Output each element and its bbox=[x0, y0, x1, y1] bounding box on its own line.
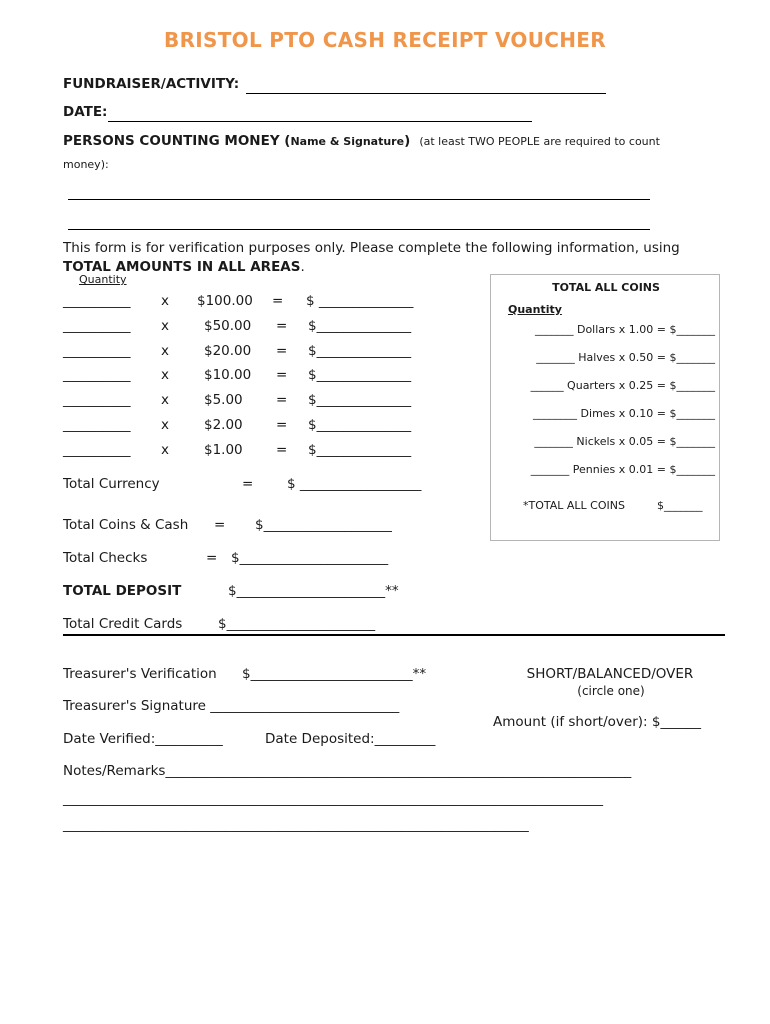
counter-signature-line-2[interactable] bbox=[68, 229, 650, 230]
quantity-header: Quantity bbox=[79, 273, 127, 286]
coin-row[interactable]: _______ Nickels x 0.05 = $_______ bbox=[534, 435, 715, 448]
total-checks-equals: = bbox=[206, 550, 218, 566]
total-all-coins-field[interactable]: $_______ bbox=[657, 499, 703, 512]
amount-field[interactable]: $______________ bbox=[308, 392, 412, 408]
notes-line-2[interactable]: ________________________________________________________________________________ bbox=[63, 791, 603, 807]
total-coins-cash-label: Total Coins & Cash bbox=[63, 517, 189, 533]
coins-box-title: TOTAL ALL COINS bbox=[552, 281, 660, 294]
coin-row[interactable]: _______ Pennies x 0.01 = $_______ bbox=[530, 463, 715, 476]
instructions-line-2: TOTAL AMOUNTS IN ALL AREAS. bbox=[63, 259, 305, 275]
date-field[interactable] bbox=[108, 121, 532, 122]
total-currency-equals: = bbox=[242, 476, 254, 492]
treasurer-verification-field[interactable]: $________________________** bbox=[242, 666, 427, 682]
total-currency-field[interactable]: $ __________________ bbox=[287, 476, 422, 492]
coins-quantity-header: Quantity bbox=[508, 303, 562, 316]
equals-sign: = bbox=[272, 293, 284, 309]
fundraiser-field[interactable] bbox=[246, 93, 606, 94]
equals-sign: = bbox=[276, 367, 288, 383]
total-checks-label: Total Checks bbox=[63, 550, 148, 566]
date-deposited-field[interactable]: Date Deposited:_________ bbox=[265, 731, 436, 747]
amount-field[interactable]: $______________ bbox=[308, 367, 412, 383]
denomination-value: $5.00 bbox=[204, 392, 243, 408]
date-verified-field[interactable]: Date Verified:__________ bbox=[63, 731, 223, 747]
total-credit-cards-label: Total Credit Cards bbox=[63, 616, 183, 632]
denomination-value: $20.00 bbox=[204, 343, 252, 359]
denomination-value: $1.00 bbox=[204, 442, 243, 458]
short-balanced-over-options[interactable]: SHORT/BALANCED/OVER bbox=[526, 666, 694, 682]
instructions-line-1: This form is for verification purposes only. Please complete the following information, using bbox=[63, 240, 680, 256]
amount-field[interactable]: $ ______________ bbox=[306, 293, 414, 309]
total-currency-label: Total Currency bbox=[63, 476, 160, 492]
quantity-field[interactable]: __________ bbox=[63, 343, 131, 359]
amount-short-over-field[interactable]: Amount (if short/over): $______ bbox=[493, 714, 701, 730]
denomination-value: $50.00 bbox=[204, 318, 252, 334]
treasurer-signature-field[interactable]: Treasurer's Signature ____________________________ bbox=[63, 698, 400, 714]
total-credit-cards-field[interactable]: $______________________ bbox=[218, 616, 376, 632]
times-sign: x bbox=[161, 318, 169, 334]
equals-sign: = bbox=[276, 392, 288, 408]
total-coins-cash-field[interactable]: $___________________ bbox=[255, 517, 392, 533]
amount-field[interactable]: $______________ bbox=[308, 343, 412, 359]
amount-field[interactable]: $______________ bbox=[308, 442, 412, 458]
quantity-field[interactable]: __________ bbox=[63, 417, 131, 433]
coin-row[interactable]: _______ Dollars x 1.00 = $_______ bbox=[534, 323, 715, 336]
denomination-value: $10.00 bbox=[204, 367, 252, 383]
times-sign: x bbox=[161, 367, 169, 383]
notes-line-3[interactable]: _____________________________________________________________________ bbox=[63, 817, 529, 833]
fundraiser-label: FUNDRAISER/ACTIVITY: bbox=[63, 76, 240, 92]
quantity-field[interactable]: __________ bbox=[63, 392, 131, 408]
circle-one-note: (circle one) bbox=[577, 684, 645, 698]
denomination-value: $2.00 bbox=[204, 417, 243, 433]
coin-row[interactable]: ________ Dimes x 0.10 = $_______ bbox=[533, 407, 715, 420]
page-title: BRISTOL PTO CASH RECEIPT VOUCHER bbox=[164, 28, 606, 52]
date-label: DATE: bbox=[63, 104, 108, 120]
total-deposit-field[interactable]: $______________________** bbox=[228, 583, 399, 599]
denomination-value: $100.00 bbox=[197, 293, 253, 309]
quantity-field[interactable]: __________ bbox=[63, 367, 131, 383]
amount-field[interactable]: $______________ bbox=[308, 318, 412, 334]
equals-sign: = bbox=[276, 417, 288, 433]
persons-counting-label: PERSONS COUNTING MONEY (Name & Signature) (at least TWO PEOPLE are required to count bbox=[63, 133, 660, 149]
treasurer-verification-label: Treasurer's Verification bbox=[63, 666, 217, 682]
counter-signature-line-1[interactable] bbox=[68, 199, 650, 200]
equals-sign: = bbox=[276, 343, 288, 359]
coin-row[interactable]: _______ Halves x 0.50 = $_______ bbox=[536, 351, 715, 364]
total-checks-field[interactable]: $______________________ bbox=[231, 550, 389, 566]
times-sign: x bbox=[161, 343, 169, 359]
times-sign: x bbox=[161, 293, 169, 309]
notes-remarks-field[interactable]: Notes/Remarks_____________________________________________________________________ bbox=[63, 763, 632, 779]
times-sign: x bbox=[161, 442, 169, 458]
equals-sign: = bbox=[276, 318, 288, 334]
persons-note-continued: money): bbox=[63, 158, 109, 171]
amount-field[interactable]: $______________ bbox=[308, 417, 412, 433]
times-sign: x bbox=[161, 417, 169, 433]
total-deposit-label: TOTAL DEPOSIT bbox=[63, 583, 182, 599]
quantity-field[interactable]: __________ bbox=[63, 442, 131, 458]
times-sign: x bbox=[161, 392, 169, 408]
coin-row[interactable]: ______ Quarters x 0.25 = $_______ bbox=[530, 379, 715, 392]
section-divider bbox=[63, 634, 725, 636]
quantity-field[interactable]: __________ bbox=[63, 293, 131, 309]
quantity-field[interactable]: __________ bbox=[63, 318, 131, 334]
total-coins-box bbox=[490, 274, 720, 541]
total-coins-cash-equals: = bbox=[214, 517, 226, 533]
equals-sign: = bbox=[276, 442, 288, 458]
total-all-coins-label: *TOTAL ALL COINS bbox=[523, 499, 625, 512]
